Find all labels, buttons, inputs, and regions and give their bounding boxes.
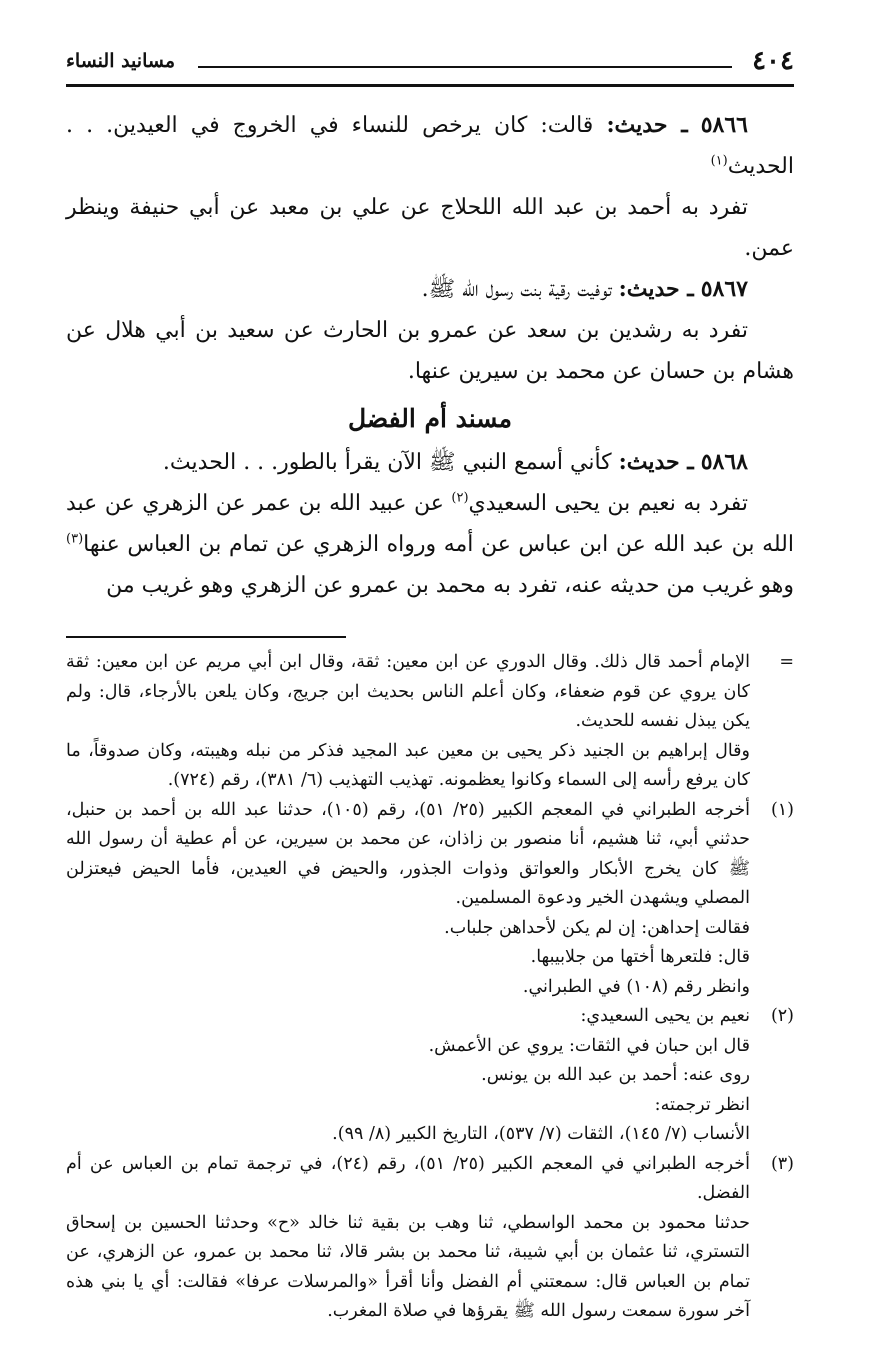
footnote-2 — [66, 1002, 794, 1150]
footnote-mark: (١) — [770, 799, 794, 820]
footnote-line: أخرجه الطبراني في المعجم الكبير (٢٥/ ٥١)، رقم (١٠٥)، حدثنا عبد الله بن أحمد بن حنبل، حدثني أبي، ثنا هشيم، أنا منصور بن زاذان، عن محمد بن سيرين، عن أم عطية أن رسول الله ﷺ كان يخرج الأبكار والعواتق وذوات الجذور، والحيض في العيدين، فأما الحيض فيعتزلن المصلي ويشهدن الخير ودعوة المسلمين. — [66, 799, 750, 908]
footnote-ref-1: (١) — [710, 153, 728, 169]
hadith-label: حديث: — [606, 112, 668, 138]
footnote-divider — [66, 636, 346, 638]
footnote-line: حدثنا محمود بن محمد الواسطي، ثنا وهب بن بقية ثنا خالد «ح» وحدثنا الحسين بن إسحاق التستري، ثنا عثمان بن أبي شيبة، ثنا محمد بن بشر قالا، ثنا محمد بن عمرو، عن الزهري، عن تمام بن العباس قال: سمعتني أم الفضل وأنا أقرأ «والمرسلات عرفا» فقالت: أي يا بني هذه آخر سورة سمعت رسول الله ﷺ يقرؤها في صلاة المغرب. — [66, 1212, 750, 1321]
footnote-line: نعيم بن يحيى السعيدي: — [580, 1006, 750, 1026]
hadith-number: ٥٨٦٧ — [700, 276, 748, 302]
hadith-number: ٥٨٦٨ — [700, 449, 748, 475]
page-number: ٤٠٤ — [752, 46, 794, 76]
footnote-line: روى عنه: أحمد بن عبد الله بن يونس. — [481, 1065, 750, 1085]
hadith-number: ٥٨٦٦ — [700, 112, 748, 138]
paragraph-3 — [66, 483, 794, 606]
footnote-line: وانظر رقم (١٠٨) في الطبراني. — [522, 976, 750, 997]
page — [66, 40, 794, 1327]
paragraph-1: تفرد به أحمد بن عبد الله اللحلاج عن علي بن معبد عن أبي حنيفة وينظر عمن. — [66, 195, 794, 261]
hadith-5867: ٥٨٦٧ ـ حديث: توفيت رقية بنت رسول الله ﷺ. — [421, 276, 748, 302]
footnote-mark: (٢) — [770, 1006, 794, 1026]
footnote-line: قال ابن حبان في الثقات: يروي عن الأعمش. — [428, 1035, 750, 1056]
hadith-5868: ٥٨٦٨ ـ حديث: كأني أسمع النبي ﷺ الآن يقرأ بالطور. . . الحديث. — [162, 449, 748, 475]
footnote-line: الإمام أحمد قال ذلك. وقال الدوري عن ابن معين: ثقة، وقال ابن أبي مريم عن ابن معين: ثقة كان يروي عن قوم ضعفاء، وكان أعلم الناس بحديث ابن جريج، وكان يلعن بالأرجاء، قال: ولم يكن يبذل نفسه للحديث. — [66, 652, 750, 731]
hadith-text: قالت: كان يرخص للنساء في الخروج في العيدين. . . الحديث — [66, 113, 794, 179]
hadith-text: توفيت رقية بنت رسول الله ﷺ. — [421, 277, 612, 302]
footnote-line: فقالت إحداهن: إن لم يكن لأحداهن جلباب. — [444, 917, 750, 938]
footnotes — [66, 648, 794, 1327]
hadith-label: حديث: — [618, 449, 680, 475]
hadith-label: حديث: — [618, 276, 680, 302]
footnote-line: أخرجه الطبراني في المعجم الكبير (٢٥/ ٥١)، رقم (٢٤)، في ترجمة تمام بن العباس عن أم الفضل. — [66, 1153, 750, 1203]
footnote-ref-3: (٣) — [66, 531, 84, 547]
footnote-line: انظر ترجمته: — [654, 1094, 750, 1115]
main-text — [66, 105, 794, 606]
paragraph-3-part-a: تفرد به نعيم بن يحيى السعيدي — [468, 491, 748, 516]
section-title: مسند أم الفضل — [347, 404, 512, 433]
page-header — [66, 40, 794, 87]
footnote-continued — [66, 648, 794, 796]
footnote-1 — [66, 796, 794, 1003]
footnote-mark: = — [779, 652, 794, 672]
footnote-line: الأنساب (٧/ ١٤٥)، الثقات (٧/ ٥٣٧)، التاريخ الكبير (٨/ ٩٩). — [332, 1124, 750, 1144]
footnote-line: قال: فلتعرها أختها من جلابيبها. — [530, 947, 750, 967]
hadith-5866: ٥٨٦٦ ـ حديث: قالت: كان يرخص للنساء في الخروج في العيدين. . . الحديث$^{(١)}$ — [66, 112, 794, 179]
header-rule — [198, 66, 732, 68]
footnote-3 — [66, 1150, 794, 1327]
paragraph-2: تفرد به رشدين بن سعد عن عمرو بن الحارث عن سعيد بن أبي هلال عن هشام بن حسان عن محمد بن سيرين عنها. — [66, 318, 794, 384]
paragraph-3-part-c: وهو غريب من حديثه عنه، تفرد به محمد بن عمرو عن الزهري وهو غريب من — [106, 573, 794, 598]
footnote-ref-2: (٢) — [451, 490, 469, 506]
footnote-mark: (٣) — [770, 1153, 794, 1174]
paragraph-3-part-b: عن عبيد الله بن عمر عن الزهري عن عبد الله بن عبد الله عن ابن عباس عن أمه ورواه الزهري عن تمام بن العباس عنها — [66, 491, 794, 557]
running-title: مسانيد النساء — [66, 50, 175, 72]
hadith-text: كأني أسمع النبي ﷺ الآن يقرأ بالطور. . . الحديث. — [162, 450, 612, 475]
footnote-line: وقال إبراهيم بن الجنيد ذكر يحيى بن معين عبد المجيد فذكر من نبله وهيبته، وكان صدوقاً، ما كان يرفع رأسه إلى السماء وكانوا يعظمونه. تهذيب التهذيب (٦/ ٣٨١)، رقم (٧٢٤). — [66, 740, 750, 790]
